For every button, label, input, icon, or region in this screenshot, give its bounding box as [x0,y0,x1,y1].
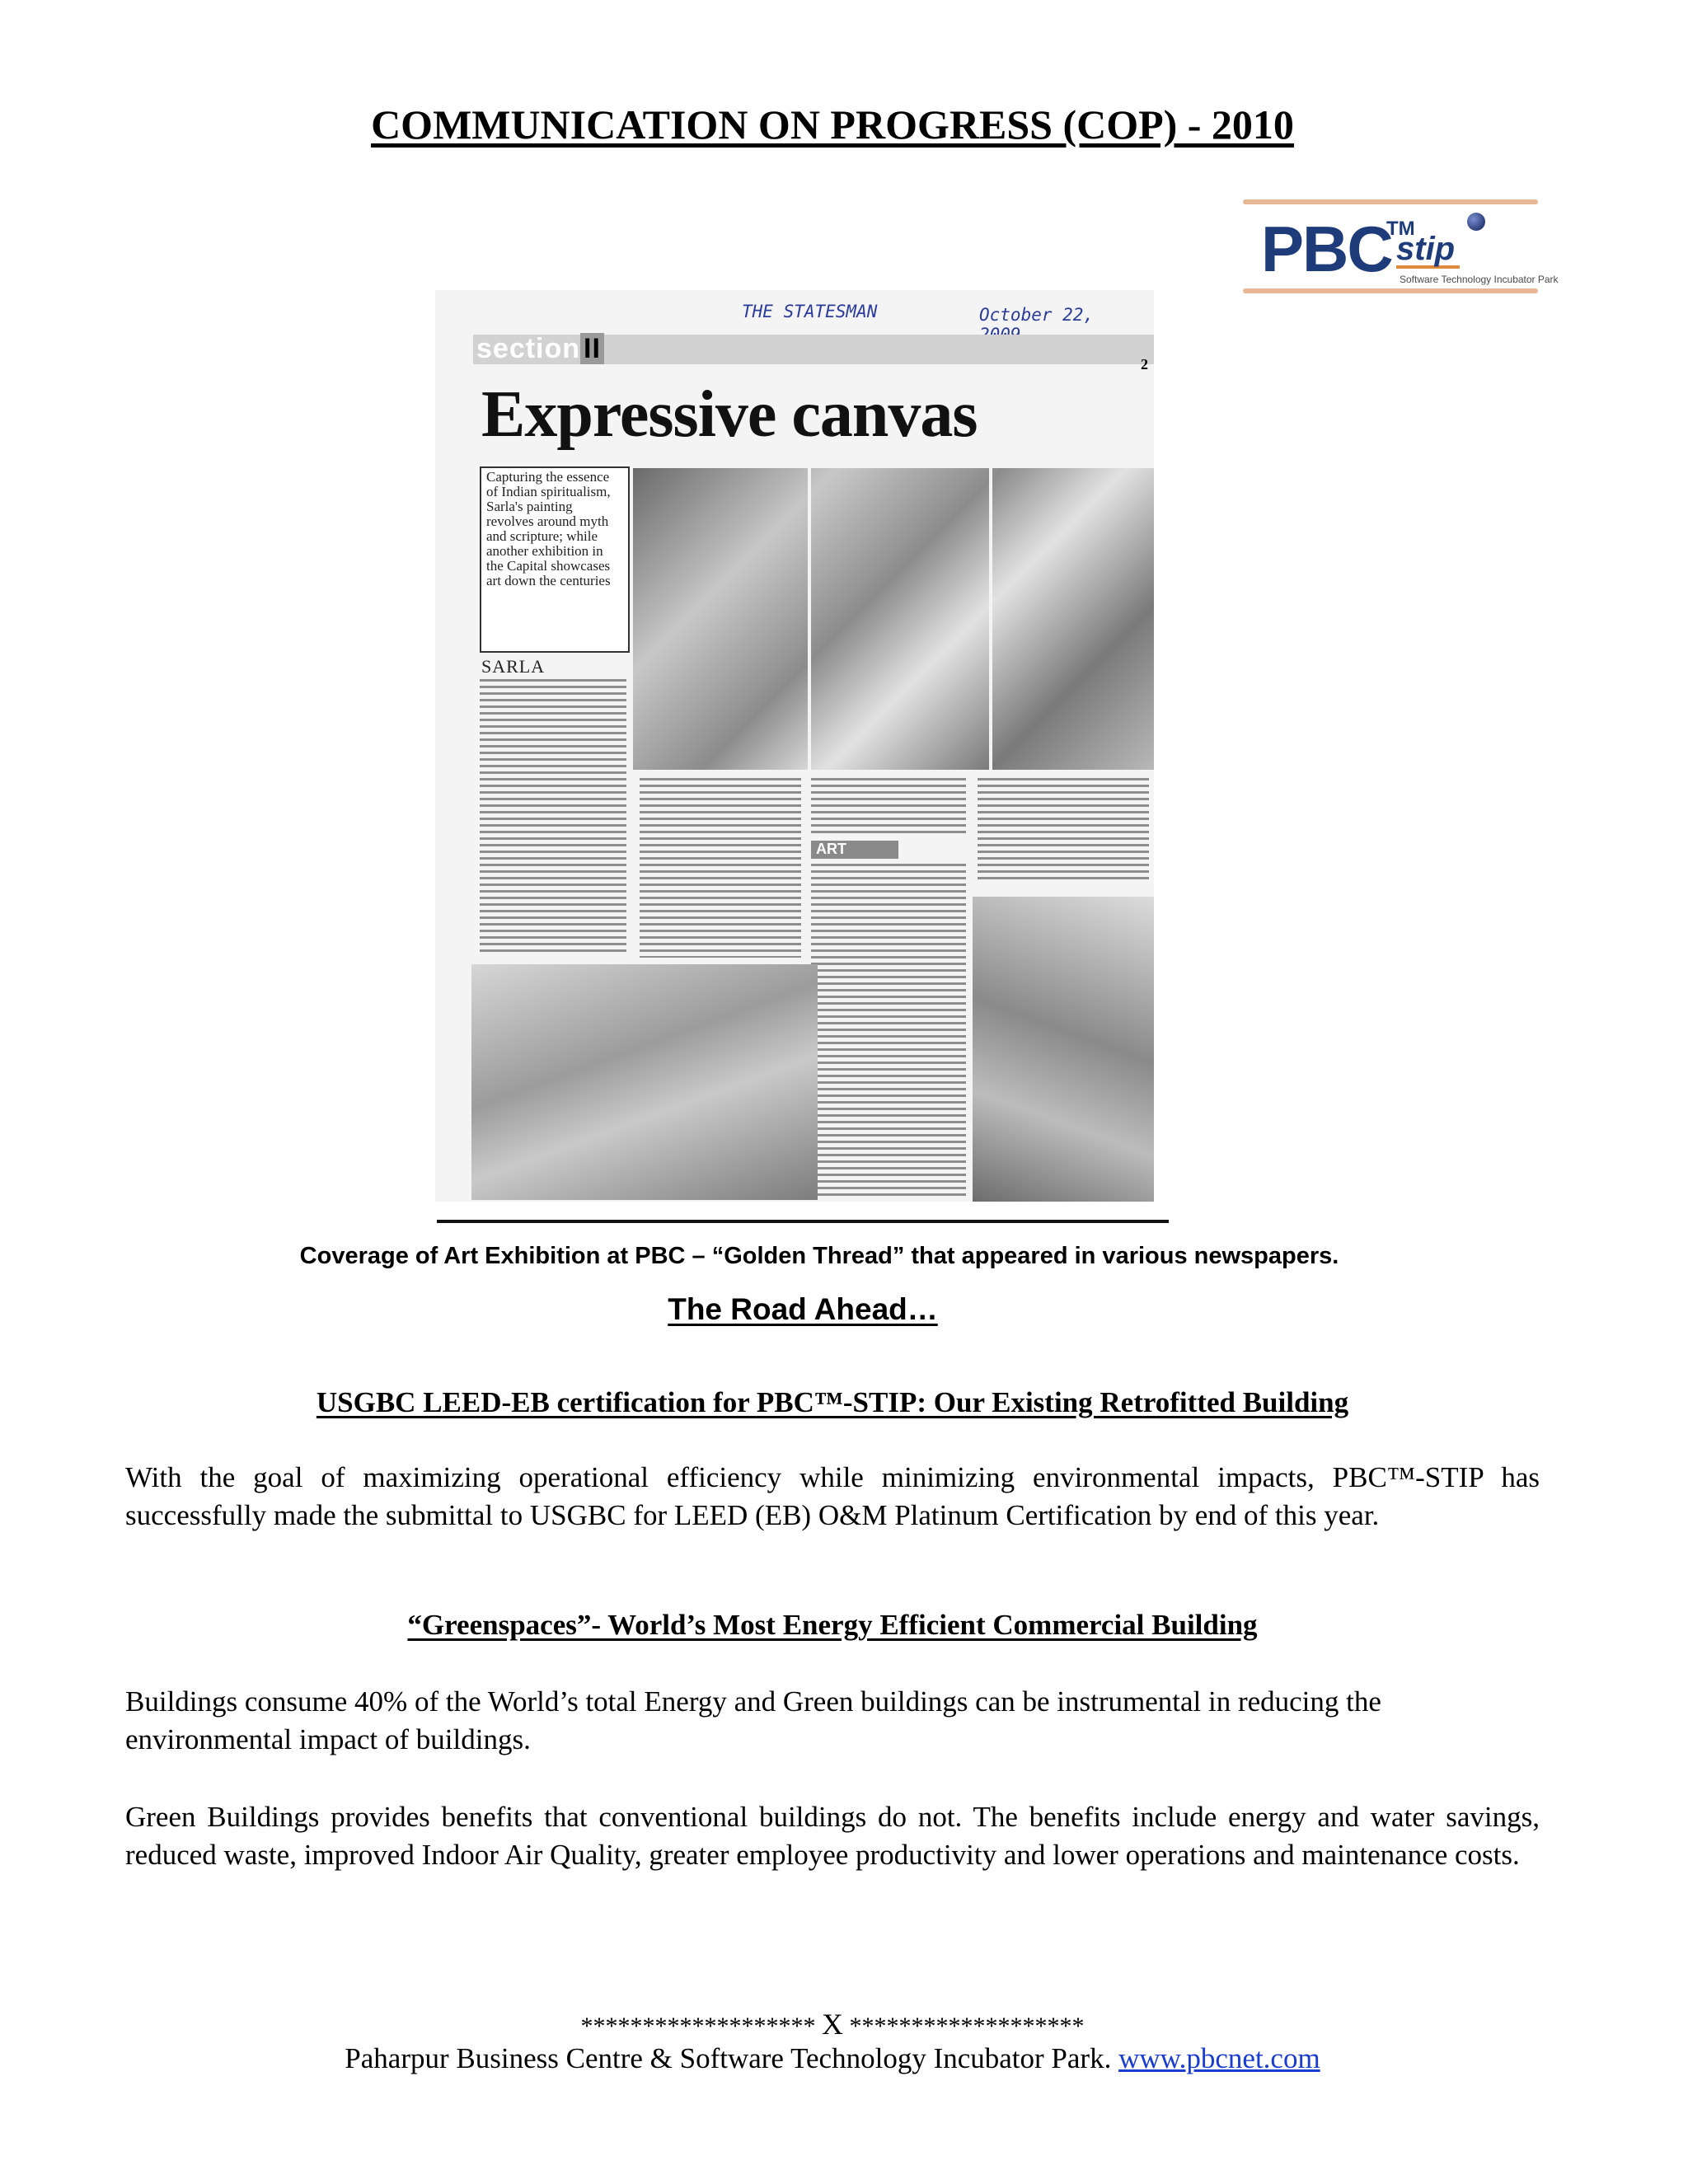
article-column-1 [480,679,626,954]
street-scene-image [973,897,1154,1202]
footer-website-link[interactable]: www.pbcnet.com [1118,2042,1320,2074]
logo-top-bar [1243,199,1538,204]
article-column-4 [978,778,1149,883]
clipping-deck: Capturing the essence of Indian spiritualism, Sarla's painting revolves around myth and scripture; while another exhibition in the Capital showcases art down the centuries [486,469,611,588]
clipping-source: THE STATESMAN [742,302,878,321]
clipping-headline: Expressive canvas [481,378,978,451]
end-separator [0,2007,1665,2041]
logo-sub: stip [1396,232,1460,269]
footer-org: Paharpur Business Centre & Software Technology Incubator Park. [345,2042,1112,2074]
clipping-byline: SARLA [481,656,546,677]
greenspaces-paragraph-2: Green Buildings provides benefits that conventional buildings do not. The benefits include energy and water savings, reduced waste, improved Indoor Air Quality, greater employee productivity and lower operations and maintenance costs. [125,1801,1540,1871]
logo-tagline: Software Technology Incubator Park [1400,274,1559,285]
painting-triptych-image [633,468,1154,770]
clipping-rule [437,1220,1169,1223]
article-column-3b [811,864,966,1198]
section-prefix: section [476,333,581,364]
section-suffix: II [580,333,604,364]
article-column-2 [640,778,801,958]
leed-paragraph: With the goal of maximizing operational efficiency while minimizing environmental impacts, PBC™-STIP has successfully made the submittal to USGBC for LEED (EB) O&M Platinum Certification by end of this year. [125,1461,1540,1531]
temple-interior-image [471,964,818,1200]
newspaper-clipping [435,290,1154,1202]
greenspaces-heading: “Greenspaces”- World’s Most Energy Efficient Commercial Building [407,1609,1258,1641]
clipping-page-number: 2 [1141,356,1148,373]
stars-right: ******************* [849,2013,1085,2040]
stars-left: ******************* [580,2013,816,2040]
logo-globe-icon [1467,213,1485,231]
art-label: ART [811,841,898,859]
clipping-date: October 22, [979,305,1095,325]
page-title: COMMUNICATION ON PROGRESS (COP) - 2010 [371,101,1294,148]
greenspaces-paragraph-1: Buildings consume 40% of the World’s total Energy and Green buildings can be instrumental in reducing the environmental impact of buildings. [125,1685,1381,1755]
footer [0,2042,1665,2075]
logo-brand: PBC [1261,213,1392,285]
clipping-caption: Coverage of Art Exhibition at PBC – “Golden Thread” that appeared in various newspapers. [299,1243,1339,1269]
logo-trademark: TM [1386,218,1415,240]
separator-x: X [822,2008,843,2041]
article-column-3a [811,778,966,837]
section-label [476,333,604,365]
leed-heading: USGBC LEED-EB certification for PBC™-STIP: Our Existing Retrofitted Building [316,1386,1349,1418]
road-ahead-heading: The Road Ahead… [668,1292,938,1326]
pbc-stip-logo [1243,199,1559,293]
logo-bottom-bar [1243,288,1538,293]
